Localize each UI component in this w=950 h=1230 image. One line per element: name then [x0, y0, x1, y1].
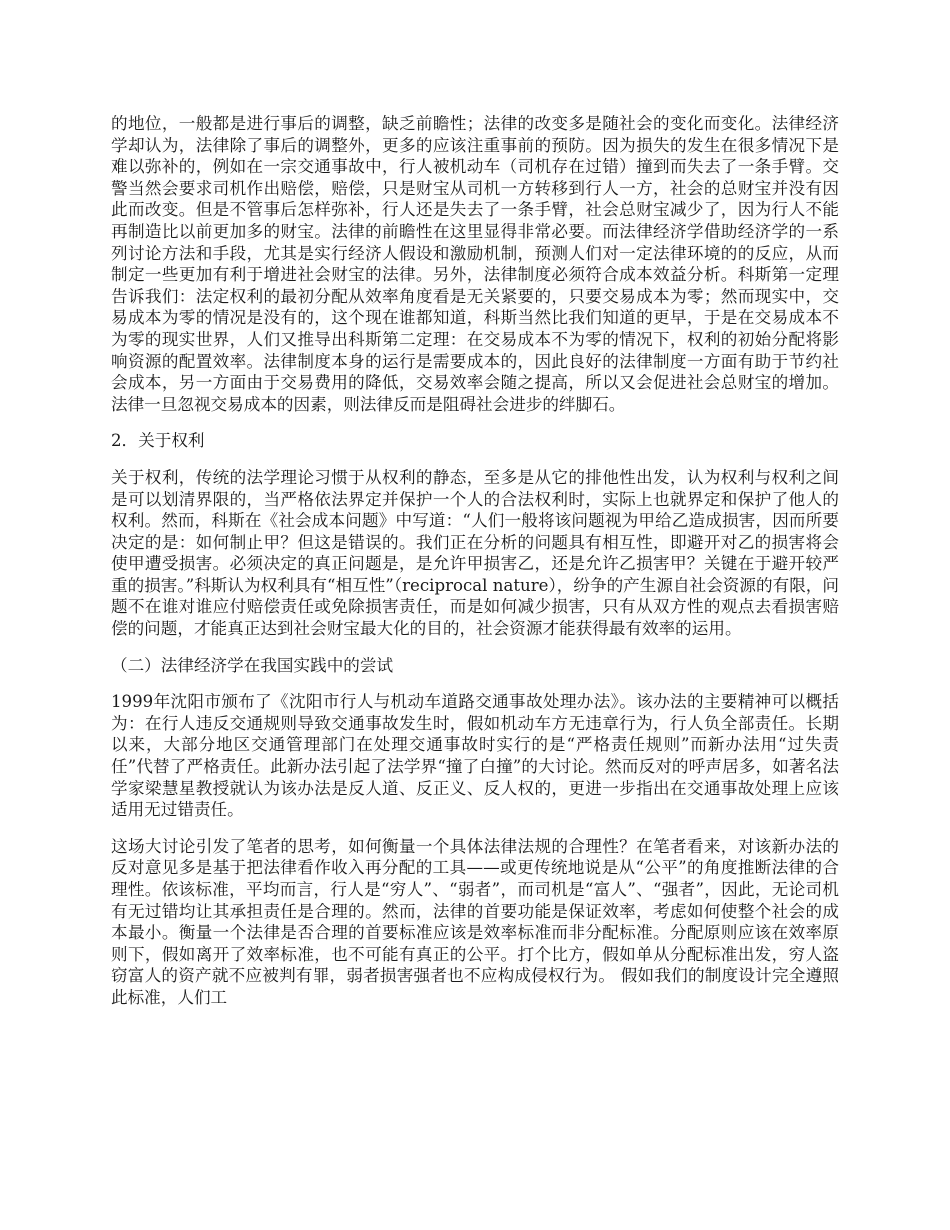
paragraph-rights: 关于权利，传统的法学理论习惯于从权利的静态，至多是从它的排他性出发，认为权利与权利之间是可以划清界限的，当严格依法界定并保护一个人的合法权利时，实际上也就界定和保护了他人的权利。然而，科斯在《社会成本问题》中写道：“人们一般将该问题视为甲给乙造成损害，因而所要决定的是：如何制止甲？但这是错误的。我们正在分析的问题具有相互性，即避开对乙的损害将会使甲遭受损害。必须决定的真正问题是，是允许甲损害乙，还是允许乙损害甲？关键在于避开较严重的损害。”科斯认为权利具有“相互性”（reciprocal nature），纷争的产生源自社会资源的有限，问题不在谁对谁应付赔偿责任或免除损害责任，而是如何减少损害，只有从双方性的观点去看损害赔偿的问题，才能真正达到社会财宝最大化的目的，社会资源才能获得最有效率的运用。 [111, 467, 839, 639]
section-heading-rights: 2．关于权利 [111, 431, 205, 451]
document-body [111, 113, 839, 1024]
paragraph-shenyang-regulation: 1999年沈阳市颁布了《沈阳市行人与机动车道路交通事故处理办法》。该办法的主要精神可以概括为：在行人违反交通规则导致交通事故发生时，假如机动车方无违章行为，行人负全部责任。长期以来，大部分地区交通管理部门在处理交通事故时实行的是“严格责任规则”而新办法用“过失责任”代替了严格责任。此新办法引起了法学界“撞了白撞”的大讨论。然而反对的呼声居多，如著名法学家梁慧星教授就认为该办法是反人道、反正义、反人权的，更进一步指出在交通事故处理上应该适用无过错责任。 [111, 692, 839, 820]
section-heading-practice: （二）法律经济学在我国实践中的尝试 [111, 655, 394, 675]
paragraph-author-reflection: 这场大讨论引发了笔者的思考，如何衡量一个具体法律法规的合理性？在笔者看来，对该新办法的反对意见多是基于把法律看作收入再分配的工具——或更传统地说是从“公平”的角度推断法律的合理性。依该标准，平均而言，行人是“穷人”、“弱者”，而司机是“富人”、“强者”，因此，无论司机有无过错均让其承担责任是合理的。然而，法律的首要功能是保证效率，考虑如何使整个社会的成本最小。衡量一个法律是否合理的首要标准应该是效率标准而非分配标准。分配原则应该在效率原则下，假如离开了效率标准，也不可能有真正的公平。打个比方，假如单从分配标准出发，穷人盗窃富人的资产就不应被判有罪，弱者损害强者也不应构成侵权行为。 假如我们的制度设计完全遵照此标准，人们工 [111, 836, 839, 1007]
paragraph-law-foresight: 的地位，一般都是进行事后的调整，缺乏前瞻性；法律的改变多是随社会的变化而变化。法律经济学却认为，法律除了事后的调整外，更多的应该注重事前的预防。因为损失的发生在很多情况下是难以弥补的，例如在一宗交通事故中，行人被机动车（司机存在过错）撞到而失去了一条手臂。交警当然会要求司机作出赔偿，赔偿，只是财宝从司机一方转移到行人一方，社会的总财宝并没有因此而改变。但是不管事后怎样弥补，行人还是失去了一条手臂，社会总财宝减少了，因为行人不能再制造比以前更加多的财宝。法律的前瞻性在这里显得非常必要。而法律经济学借助经济学的一系列讨论方法和手段，尤其是实行经济人假设和激励机制，预测人们对一定法律环境的的反应，从而制定一些更加有利于增进社会财宝的法律。另外，法律制度必须符合成本效益分析。科斯第一定理告诉我们：法定权利的最初分配从效率角度看是无关紧要的，只要交易成本为零；然而现实中，交易成本为零的情况是没有的，这个现在谁都知道，科斯当然比我们知道的更早，于是在交易成本不为零的现实世界，人们又推导出科斯第二定理：在交易成本不为零的情况下，权利的初始分配将影响资源的配置效率。法律制度本身的运行是需要成本的，因此良好的法律制度一方面有助于节约社会成本，另一方面由于交易费用的降低，交易效率会随之提高，所以又会促进社会总财宝的增加。法律一旦忽视交易成本的因素，则法律反而是阻碍社会进步的绊脚石。 [111, 114, 839, 414]
